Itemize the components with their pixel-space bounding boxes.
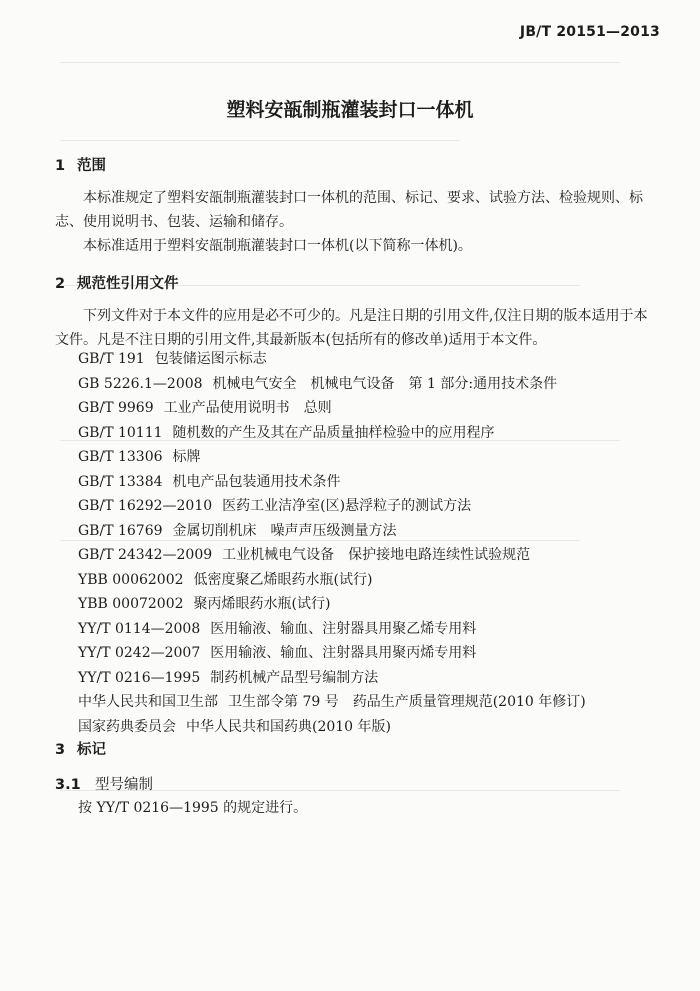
reference-code: YBB 00062002 [78, 571, 184, 588]
reference-title: 中华人民共和国药典(2010 年版) [186, 718, 392, 735]
reference-title: 机械电气安全 机械电气设备 第 1 部分:通用技术条件 [212, 375, 558, 392]
reference-code: GB/T 13306 [78, 449, 163, 465]
reference-title: 工业产品使用说明书 总则 [163, 400, 332, 416]
section-number: 2 [55, 276, 66, 292]
reference-item [78, 617, 668, 642]
reference-item [78, 421, 668, 446]
reference-code: GB/T 16769 [78, 522, 163, 539]
scope-paragraph-2: 本标准适用于塑料安瓿制瓶灌装封口一体机(以下简称一体机)。 [83, 238, 472, 254]
reference-title: 金属切削机床 噪声声压级测量方法 [172, 522, 397, 539]
reference-code: GB/T 24342—2009 [78, 547, 213, 563]
reference-code: GB/T 191 [78, 351, 145, 367]
subsection-3-1-text: 按 YY/T 0216—1995 的规定进行。 [78, 800, 308, 816]
subsection-title: 型号编制 [95, 777, 153, 793]
reference-code: GB/T 9969 [78, 400, 154, 416]
reference-code: YY/T 0242—2007 [78, 645, 201, 661]
reference-title: 聚丙烯眼药水瓶(试行) [193, 596, 331, 612]
reference-item [78, 690, 668, 715]
reference-title: 医用输液、输血、注射器具用聚乙烯专用料 [210, 620, 477, 637]
subsection-3-1-heading [55, 773, 153, 794]
scope-paragraph-1: 本标准规定了塑料安瓿制瓶灌装封口一体机的范围、标记、要求、试验方法、检验规则、标志、使用说明书、包装、运输和储存。 [55, 190, 643, 230]
subsection-number: 3.1 [55, 777, 81, 793]
reference-title: 标牌 [172, 449, 201, 465]
reference-item [78, 396, 668, 421]
reference-title: 包装储运图示标志 [154, 351, 267, 367]
reference-code: GB/T 16292—2010 [78, 498, 213, 514]
section-number: 1 [55, 158, 66, 174]
reference-list [78, 347, 668, 739]
reference-title: 制药机械产品型号编制方法 [210, 669, 379, 686]
section-1-heading [55, 154, 106, 175]
reference-item [78, 592, 668, 617]
reference-item [78, 445, 668, 470]
reference-title: 医药工业洁净室(区)悬浮粒子的测试方法 [222, 498, 472, 514]
reference-code: 国家药典委员会 [78, 718, 176, 735]
reference-item [78, 641, 668, 666]
section-3-heading [55, 738, 106, 759]
reference-item [78, 519, 668, 544]
reference-code: YY/T 0216—1995 [78, 669, 201, 686]
reference-code: YY/T 0114—2008 [78, 620, 201, 637]
reference-item [78, 715, 668, 740]
reference-title: 机电产品包装通用技术条件 [172, 473, 341, 490]
document-title: 塑料安瓿制瓶灌装封口一体机 [226, 99, 474, 121]
reference-title: 低密度聚乙烯眼药水瓶(试行) [193, 571, 373, 588]
reference-title: 卫生部令第 79 号 药品生产质量管理规范(2010 年修订) [228, 694, 586, 710]
standard-number: JB/T 20151—2013 [519, 24, 660, 40]
references-intro: 下列文件对于本文件的应用是必不可少的。凡是注日期的引用文件,仅注日期的版本适用于本文件。凡是不注日期的引用文件,其最新版本(包括所有的修改单)适用于本文件。 [55, 308, 648, 348]
reference-item [78, 494, 668, 519]
reference-code: GB/T 10111 [78, 424, 163, 441]
reference-title: 工业机械电气设备 保护接地电路连续性试验规范 [222, 547, 531, 563]
reference-title: 医用输液、输血、注射器具用聚丙烯专用料 [210, 645, 477, 661]
section-title: 标记 [77, 742, 106, 758]
reference-code: 中华人民共和国卫生部 [78, 694, 218, 710]
reference-item [78, 470, 668, 495]
section-title: 范围 [77, 158, 106, 174]
reference-item [78, 543, 668, 568]
reference-code: GB 5226.1—2008 [78, 375, 203, 392]
reference-code: YBB 00072002 [78, 596, 184, 612]
section-title: 规范性引用文件 [77, 276, 179, 292]
section-2-heading [55, 272, 179, 293]
reference-item [78, 568, 668, 593]
reference-item [78, 372, 668, 397]
reference-item [78, 666, 668, 691]
reference-title: 随机数的产生及其在产品质量抽样检验中的应用程序 [172, 424, 495, 441]
reference-code: GB/T 13384 [78, 473, 163, 490]
reference-item [78, 347, 668, 372]
section-number: 3 [55, 742, 66, 758]
